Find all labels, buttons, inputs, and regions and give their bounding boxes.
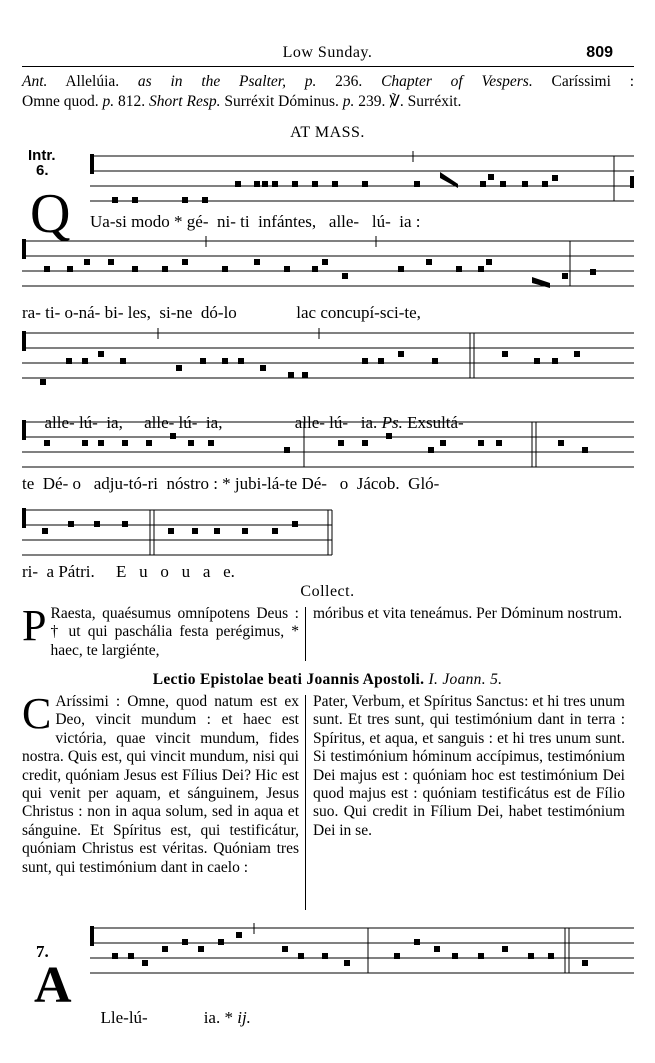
alleluia-lyric [92,988,392,1028]
introit-lyric-1: Ua-si modo * gé- ni- ti infántes, alle- lú- ia : [90,212,421,231]
alleluia-star: * [224,1008,233,1027]
lectio-left-text: Aríssimi : Omne, quod natum est ex Deo, vincit mundum : et haec est victória, quae vincit mundum, fides nostra. Quis est, qui vincit mundum, nisi qui credit, quóniam Jesus est Fílius Dei? Hic est qui venit per aquam, et sánguinem, Jesus Christus : non in aqua solum, sed in aqua et sánguine. Et Spíritus est, qui testificátur, quóniam Christus est véritas. Quóniam tres sunt, qui testimónium dant in caelo : [22,693,299,876]
chant-staff-6 [22,920,634,980]
alleluia-lyric-2: ia. [203,1008,221,1027]
introit-mode: 6. [36,162,49,179]
lectio-initial-C: C [22,689,52,738]
antiphon-line1-run: 236. [316,73,382,90]
antiphon-line2-run: p. [342,93,355,110]
alleluia-number: 7. [36,942,49,961]
collect-heading: Collect. [300,583,355,600]
psalm-label: Ps. [381,413,403,432]
lectio-column-divider [305,695,306,910]
chant-staff-3 [22,325,634,395]
antiphon-line-2 [22,92,634,111]
mass-heading: AT MASS. [290,124,365,141]
collect-left-text: Raesta, quaésumus omnípotens Deus : † ut qui paschália festa perégimus, * haec, te largiénte, [50,605,299,659]
introit-initial-Q: Q [30,183,71,245]
collect-left-column [22,601,299,660]
chant-staff-2 [22,233,634,303]
antiphon-line1-run: Ant. [22,73,48,90]
introit-label-text: Intr. [28,147,56,164]
collect-right-column: móribus et vita teneámus. Per Dóminum nostrum. [313,605,623,622]
introit-lyric-5: ri- a Pátri. E u o u a e. [22,562,235,581]
lectio-right-column: Pater, Verbum, et Spíritus Sanctus: et hi tres unum sunt. Et tres sunt, qui testimónium dant in terra : Spíritus, et aqua, et sanguis : et hi tres unum sunt. Si testimónium hóminum accípimus, testimónium Dei majus est : quóniam hoc est testimónium Dei quod majus est : quóniam testificátus est de Fílio suo. Qui credit in Fílium Dei, habet testimónium Dei in se. [313,693,625,839]
psalm-text: Exsultá- [402,413,464,432]
lectio-heading [0,671,655,689]
antiphon-line2-run: Omne quod. [22,93,103,110]
antiphon-line2-run: 239. ℣. Surréxit. [354,93,462,110]
antiphon-line-1 [22,72,634,91]
lectio-heading-text: Lectio Epistolae beati Joannis Apostoli. [152,671,425,688]
antiphon-line1-run: Chapter of Vespers. [381,73,533,90]
lectio-left-column [22,689,299,877]
antiphon-line2-run: 812. [114,93,150,110]
antiphon-line2-run: p. [102,93,115,110]
introit-lyric-3-text: alle- lú- ia, alle- lú- ia, alle- lú- ia. [44,413,382,432]
alleluia-initial-A: A [34,957,72,1014]
alleluia-lyric-1: Lle-lú- [100,1008,148,1027]
alleluia-ij: ij. [237,1008,251,1027]
header-rule [22,66,634,67]
introit-lyric-4: te Dé- o adju-tó-ri nóstro : * jubi-lá-te Dé- o Jácob. Gló- [22,474,440,493]
antiphon-line2-run: Short Resp. [149,93,221,110]
antiphon-line1-run: Allelúia. [47,73,138,90]
lectio-reference: I. Joann. 5. [428,671,503,688]
antiphon-line1-run: Caríssimi : [532,73,635,90]
antiphon-line2-run: Surréxit Dóminus. [220,93,343,110]
chant-staff-5 [22,502,634,562]
collect-column-divider [305,607,306,661]
page-number: 809 [586,44,613,61]
running-head-title: Low Sunday. [282,44,373,61]
chant-staff-1 [22,147,634,220]
introit-lyric-2: ra- ti- o-ná- bi- les, si-ne dó-lo lac concupí-sci-te, [22,303,421,322]
antiphon-line1-run: as in the Psalter, p. [137,73,317,90]
collect-initial-P: P [22,601,47,650]
